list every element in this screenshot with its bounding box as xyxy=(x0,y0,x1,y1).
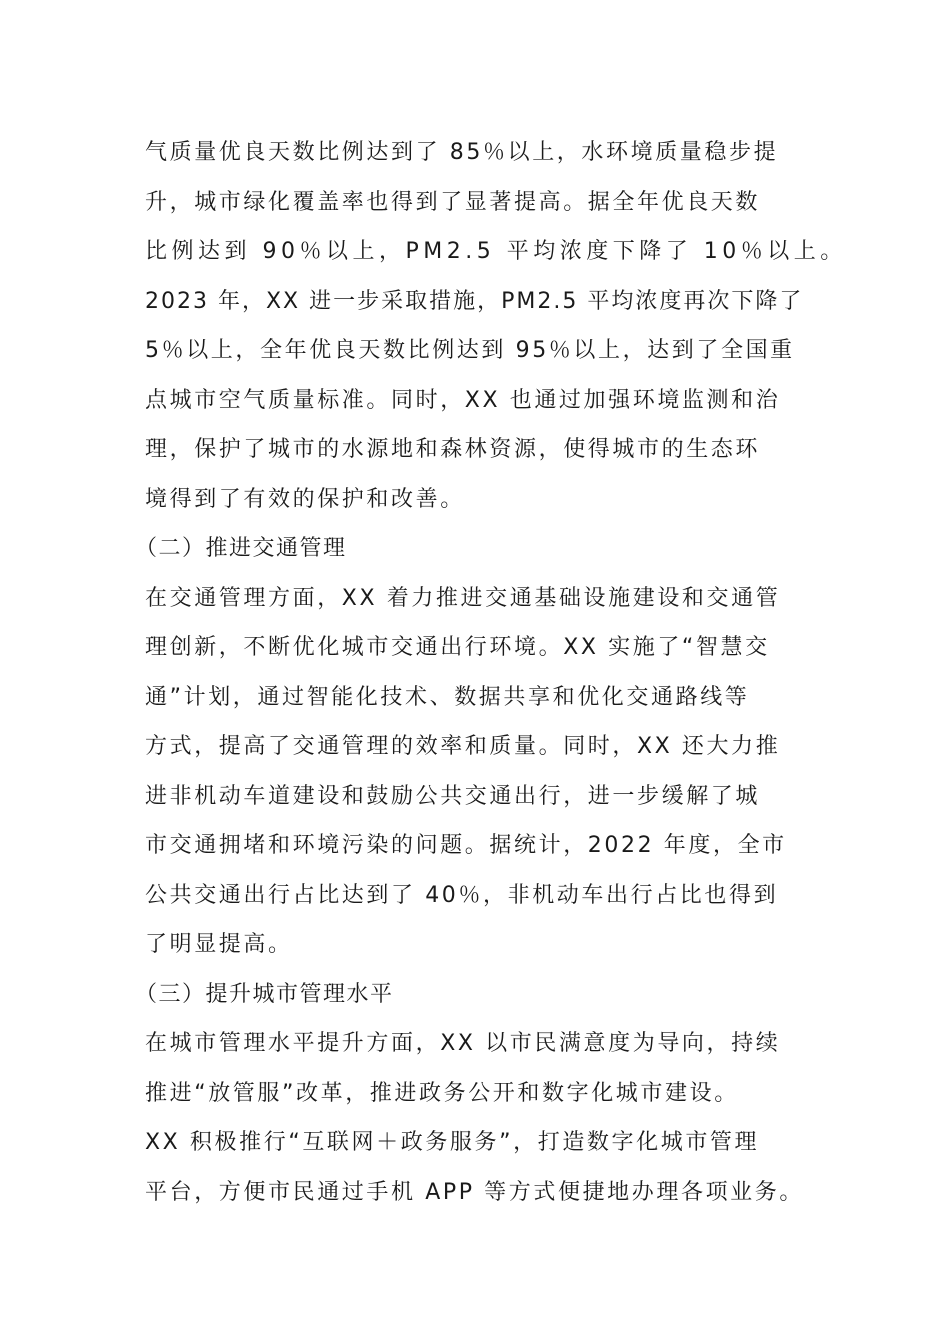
paragraph-line: 进非机动车道建设和鼓励公共交通出行，进一步缓解了城 xyxy=(145,783,761,809)
paragraph-line: 了明显提高。 xyxy=(145,932,293,957)
section-heading: （三）提升城市管理水平 xyxy=(135,981,394,1007)
paragraph-line: 5％以上，全年优良天数比例达到 95％以上，达到了全国重 xyxy=(145,338,795,363)
paragraph-line: 公共交通出行占比达到了 40％，非机动车出行占比也得到 xyxy=(145,882,779,908)
paragraph-line: 在城市管理水平提升方面，XX 以市民满意度为导向，持续 xyxy=(145,1031,781,1056)
paragraph-line: 推进“放管服”改革，推进政务公开和数字化城市建设。 xyxy=(145,1080,739,1106)
paragraph-line: 境得到了有效的保护和改善。 xyxy=(145,486,465,512)
paragraph-line: 市交通拥堵和环境污染的问题。据统计，2022 年度，全市 xyxy=(145,833,787,858)
paragraph-line: 比例达到 90％以上，PM2.5 平均浓度下降了 10％以上。 xyxy=(145,239,847,264)
paragraph-line: 理，保护了城市的水源地和森林资源，使得城市的生态环 xyxy=(145,437,761,462)
document-body xyxy=(135,128,847,1217)
paragraph-line: 平台，方便市民通过手机 APP 等方式便捷地办理各项业务。 xyxy=(145,1179,804,1205)
paragraph-line: 2023 年，XX 进一步采取措施，PM2.5 平均浓度再次下降了 xyxy=(145,288,804,314)
paragraph-line: 通”计划，通过智能化技术、数据共享和优化交通路线等 xyxy=(145,684,750,710)
paragraph-line: XX 积极推行“互联网＋政务服务”，打造数字化城市管理 xyxy=(145,1130,760,1155)
paragraph-line: 升，城市绿化覆盖率也得到了显著提高。据全年优良天数 xyxy=(145,189,761,215)
paragraph-line: 气质量优良天数比例达到了 85％以上，水环境质量稳步提 xyxy=(145,140,779,165)
paragraph-line: 点城市空气质量标准。同时，XX 也通过加强环境监测和治 xyxy=(145,387,781,413)
paragraph-line: 在交通管理方面，XX 着力推进交通基础设施建设和交通管 xyxy=(145,585,781,611)
section-heading: （二）推进交通管理 xyxy=(135,536,347,561)
paragraph-line: 理创新，不断优化城市交通出行环境。XX 实施了“智慧交 xyxy=(145,635,770,660)
paragraph-line: 方式，提高了交通管理的效率和质量。同时，XX 还大力推 xyxy=(145,734,781,759)
